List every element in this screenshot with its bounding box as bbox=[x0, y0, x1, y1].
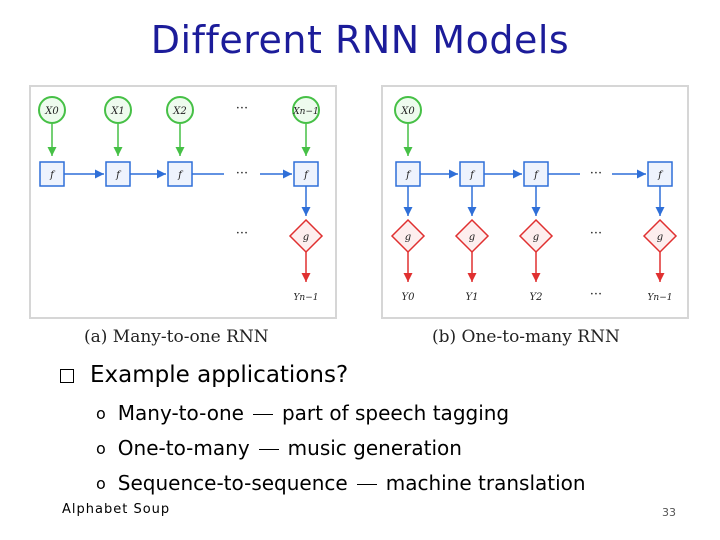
sub-bullet-term: One-to-many bbox=[117, 436, 250, 460]
panel-b-ellipsis-low: ··· bbox=[589, 226, 603, 241]
svg-text:f: f bbox=[406, 170, 410, 181]
panel-a-cell-1 bbox=[106, 162, 130, 186]
sub-bullet-term: Sequence-to-sequence bbox=[117, 471, 348, 495]
footer-text: Alphabet Soup bbox=[62, 502, 171, 517]
panel-b-cell-2 bbox=[524, 162, 548, 186]
dash-separator bbox=[259, 449, 279, 450]
panel-b-cell-0 bbox=[396, 162, 420, 186]
svg-text:f: f bbox=[534, 170, 538, 181]
svg-text:f: f bbox=[658, 170, 662, 181]
svg-text:X0: X0 bbox=[401, 106, 415, 117]
panel-a-input-x0 bbox=[39, 97, 65, 123]
rnn-figure bbox=[28, 84, 692, 354]
main-bullet bbox=[60, 362, 348, 388]
panel-b-output-y1: Y1 bbox=[465, 292, 479, 303]
svg-text:f: f bbox=[178, 170, 182, 181]
panel-a-cell-2 bbox=[168, 162, 192, 186]
bullet-box-icon bbox=[60, 369, 74, 383]
panel-b-cell-1 bbox=[460, 162, 484, 186]
panel-b-cell-n bbox=[648, 162, 672, 186]
svg-text:g: g bbox=[302, 232, 310, 243]
circle-bullet-icon: o bbox=[96, 439, 106, 458]
panel-a-input-x1 bbox=[105, 97, 131, 123]
panel-a-output-y: Yn−1 bbox=[293, 293, 319, 303]
sub-bullet-application: part of speech tagging bbox=[281, 401, 510, 425]
panel-a-cell-n bbox=[294, 162, 318, 186]
svg-text:g: g bbox=[656, 232, 664, 243]
panel-b-frame bbox=[382, 86, 688, 318]
panel-a-ellipsis-low: ··· bbox=[235, 226, 249, 241]
panel-b-output-y2: Y2 bbox=[529, 292, 543, 303]
svg-text:f: f bbox=[50, 170, 54, 181]
panel-a-ellipsis-mid: ··· bbox=[235, 166, 249, 181]
circle-bullet-icon: o bbox=[96, 404, 106, 423]
panel-a-input-xn bbox=[292, 97, 319, 123]
svg-text:g: g bbox=[532, 232, 540, 243]
main-bullet-text: Example applications? bbox=[90, 362, 349, 388]
panel-b-output-y0: Y0 bbox=[401, 292, 415, 303]
sub-bullet-seq-to-seq bbox=[96, 466, 586, 501]
sub-bullet-application: machine translation bbox=[385, 471, 586, 495]
panel-b-output-yn: Yn−1 bbox=[647, 293, 673, 303]
svg-text:f: f bbox=[304, 170, 308, 181]
sub-bullet-application: music generation bbox=[287, 436, 462, 460]
sub-bullet-one-to-many bbox=[96, 431, 586, 466]
panel-a-input-x2 bbox=[167, 97, 193, 123]
panel-a-caption: (a) Many-to-one RNN bbox=[84, 327, 269, 347]
panel-b-ellipsis-bottom: ··· bbox=[589, 287, 603, 302]
svg-text:Xn−1: Xn−1 bbox=[293, 107, 319, 117]
panel-b-ellipsis-mid: ··· bbox=[589, 166, 603, 181]
page-number: 33 bbox=[662, 506, 676, 519]
circle-bullet-icon: o bbox=[96, 474, 106, 493]
svg-text:g: g bbox=[404, 232, 412, 243]
svg-text:X2: X2 bbox=[173, 106, 187, 117]
sub-bullet-term: Many-to-one bbox=[117, 401, 244, 425]
sub-bullet-list bbox=[96, 396, 586, 501]
dash-separator bbox=[357, 484, 377, 485]
panel-b-caption: (b) One-to-many RNN bbox=[432, 327, 620, 347]
svg-text:X1: X1 bbox=[111, 106, 125, 117]
slide-title: Different RNN Models bbox=[150, 18, 570, 62]
svg-text:X0: X0 bbox=[45, 106, 59, 117]
dash-separator bbox=[253, 414, 273, 415]
rnn-diagram bbox=[28, 84, 692, 354]
panel-a-ellipsis-top: ··· bbox=[235, 101, 249, 116]
svg-text:f: f bbox=[116, 170, 120, 181]
panel-b-input-x0 bbox=[395, 97, 421, 123]
panel-a-cell-0 bbox=[40, 162, 64, 186]
svg-text:g: g bbox=[468, 232, 476, 243]
svg-text:f: f bbox=[470, 170, 474, 181]
sub-bullet-many-to-one bbox=[96, 396, 586, 431]
